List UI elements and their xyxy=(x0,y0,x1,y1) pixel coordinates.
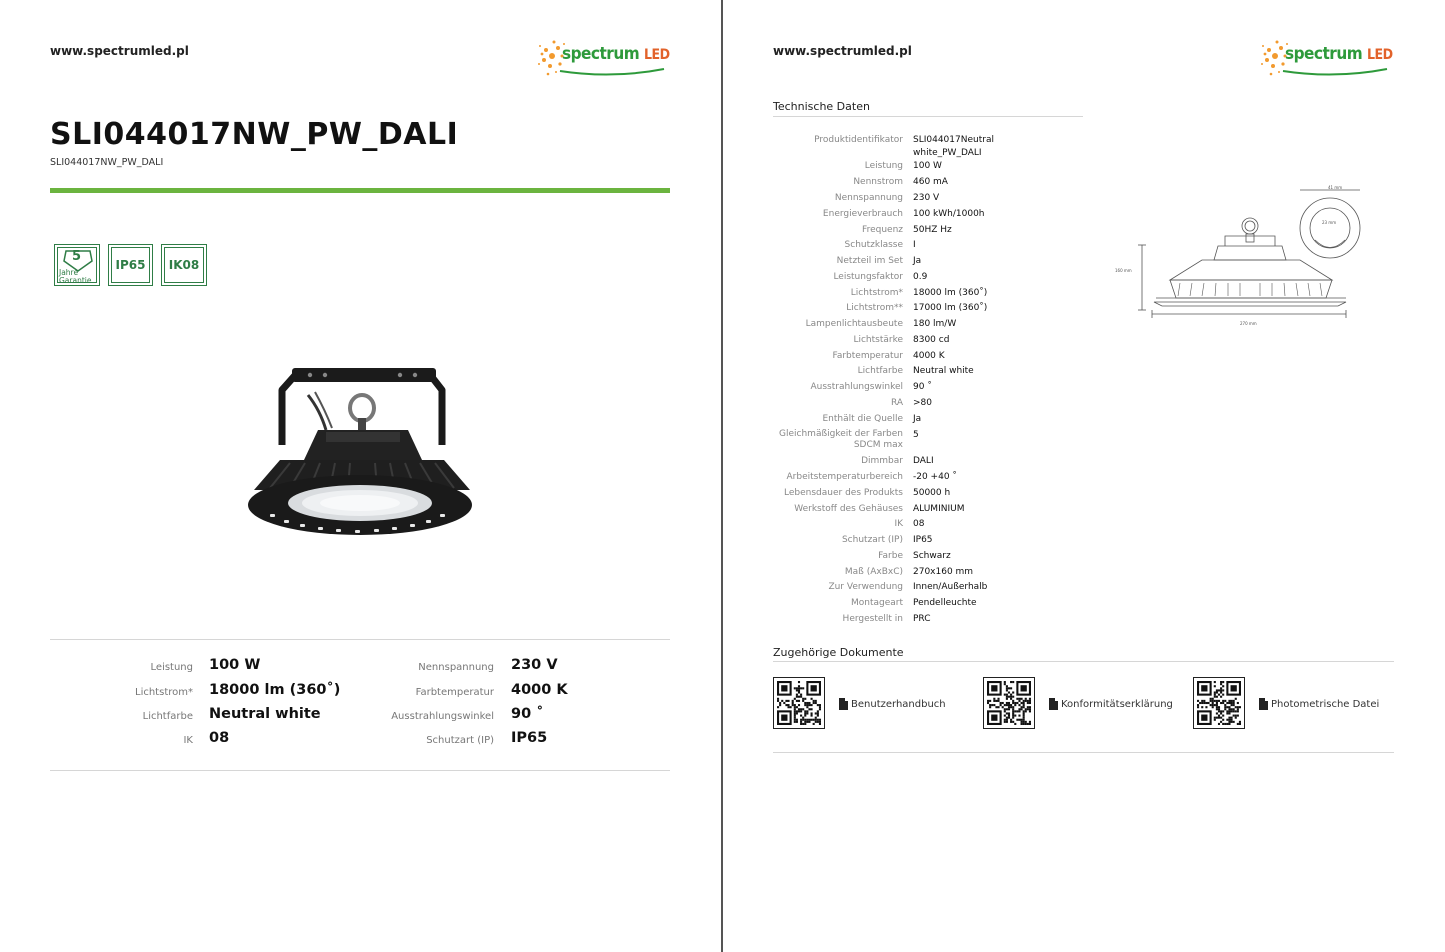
spec-value: 100 W xyxy=(913,161,942,171)
summary-label: Ausstrahlungswinkel xyxy=(391,711,494,722)
spec-label: Lichtstrom** xyxy=(846,303,903,313)
logo-brand: spectrum xyxy=(562,44,640,64)
logo-brand: spectrum xyxy=(1285,44,1363,64)
spec-value: Innen/Außerhalb xyxy=(913,582,988,592)
spec-label: Netzteil im Set xyxy=(836,256,903,266)
ik-badge-label: IK08 xyxy=(168,258,200,272)
doc-link-manual[interactable] xyxy=(839,698,946,710)
spec-value: -20 +40 ˚ xyxy=(913,472,957,482)
logo-wordmark xyxy=(1285,44,1393,64)
spec-value: 18000 lm (360˚) xyxy=(913,288,988,298)
product-image xyxy=(230,300,520,620)
spectrum-led-logo-right xyxy=(1259,30,1399,86)
qr-code-manual[interactable] xyxy=(773,677,825,729)
spec-value: 270x160 mm xyxy=(913,567,974,577)
spec-label: Lichtfarbe xyxy=(857,366,903,376)
website-url-right[interactable]: www.spectrumled.pl xyxy=(773,44,912,58)
spec-label: Schutzart (IP) xyxy=(841,535,903,545)
doc-link-photometric[interactable] xyxy=(1259,698,1379,710)
summary-label: Lichtfarbe xyxy=(142,711,193,722)
product-title: SLI044017NW_PW_DALI xyxy=(50,117,459,152)
spec-value: Pendelleuchte xyxy=(913,598,977,608)
tech-data-line xyxy=(773,116,1083,117)
spec-label: Dimmbar xyxy=(861,456,903,466)
spec-value: 460 mA xyxy=(913,177,948,187)
tech-data-title: Technische Daten xyxy=(773,100,870,113)
spec-label: Enthält die Quelle xyxy=(822,414,903,424)
spec-label: Lampenlichtausbeute xyxy=(805,319,903,329)
doc-label-text: Photometrische Datei xyxy=(1271,698,1380,710)
qr-code-photometric[interactable] xyxy=(1193,677,1245,729)
warranty-text-line-2: Garantie xyxy=(59,276,92,285)
summary-value: 18000 lm (360˚) xyxy=(209,682,341,698)
spec-label: IK xyxy=(894,519,903,529)
dim-ring-label: 23 mm xyxy=(1322,220,1337,225)
spec-label: Maß (AxBxC) xyxy=(844,567,903,577)
website-url[interactable]: www.spectrumled.pl xyxy=(50,44,189,58)
spec-value: Ja xyxy=(913,256,922,266)
documents-title: Zugehörige Dokumente xyxy=(773,646,904,659)
spec-value: 180 lm/W xyxy=(913,319,957,329)
spec-label: Produktidentifikator xyxy=(814,135,903,145)
spec-label: Lichtstrom* xyxy=(850,288,903,298)
spec-label: Ausstrahlungswinkel xyxy=(810,382,903,392)
spec-label: Montageart xyxy=(850,598,903,608)
ik-badge xyxy=(161,244,207,286)
warranty-badge xyxy=(54,244,100,286)
technical-drawing xyxy=(1110,180,1370,330)
summary-value: 230 V xyxy=(511,657,558,673)
spec-label: Farbtemperatur xyxy=(832,351,903,361)
spec-label: Nennspannung xyxy=(834,193,903,203)
dim-width-label: 270 mm xyxy=(1240,321,1257,326)
spec-value: ALUMINIUM xyxy=(913,504,965,514)
qr-code-icon xyxy=(984,678,1034,728)
spec-value: 230 V xyxy=(913,193,940,203)
warranty-text xyxy=(59,269,91,285)
summary-label: Farbtemperatur xyxy=(415,687,494,698)
warranty-number: 5 xyxy=(72,249,82,264)
spec-value: Neutral white xyxy=(913,366,974,376)
spec-value: 100 kWh/1000h xyxy=(913,209,985,219)
logo-swoosh-icon xyxy=(1281,67,1389,77)
summary-value: 100 W xyxy=(209,657,261,673)
spec-value: 50000 h xyxy=(913,488,951,498)
summary-value: IP65 xyxy=(511,730,548,746)
summary-value: Neutral white xyxy=(209,706,321,722)
spec-value: 17000 lm (360˚) xyxy=(913,303,988,313)
doc-label-text: Benutzerhandbuch xyxy=(851,698,946,710)
documents-top-line xyxy=(773,661,1394,662)
spec-value: 0.9 xyxy=(913,272,928,282)
doc-label-text: Konformitätserklärung xyxy=(1061,698,1173,710)
logo-wordmark xyxy=(562,44,670,64)
doc-link-conformity[interactable] xyxy=(1049,698,1173,710)
spec-label: Schutzklasse xyxy=(844,240,903,250)
pdf-file-icon xyxy=(1259,698,1268,710)
spec-value: Ja xyxy=(913,414,922,424)
spec-value: DALI xyxy=(913,456,934,466)
spec-label: Hergestellt in xyxy=(842,614,903,624)
summary-label: Lichtstrom* xyxy=(135,687,193,698)
summary-label: IK xyxy=(183,735,193,746)
logo-suffix: LED xyxy=(644,47,670,63)
dim-top-label: 41 mm xyxy=(1328,185,1343,190)
summary-value: 90 ˚ xyxy=(511,706,544,722)
spec-label: Leistungsfaktor xyxy=(833,272,903,282)
spectrum-led-logo xyxy=(536,30,676,86)
product-subtitle: SLI044017NW_PW_DALI xyxy=(50,157,164,168)
spec-value: I xyxy=(913,240,916,250)
spec-label: RA xyxy=(890,398,903,408)
spec-label: Leistung xyxy=(864,161,903,171)
documents-bottom-line xyxy=(773,752,1394,753)
spec-label: Nennstrom xyxy=(853,177,903,187)
dim-height-label: 160 mm xyxy=(1115,268,1132,273)
spec-value: 8300 cd xyxy=(913,335,950,345)
summary-value: 08 xyxy=(209,730,230,746)
spec-value: SLI044017Neutral white_PW_DALI xyxy=(913,135,994,158)
spec-value: 08 xyxy=(913,519,925,529)
pdf-file-icon xyxy=(1049,698,1058,710)
qr-code-icon xyxy=(774,678,824,728)
summary-label: Leistung xyxy=(150,662,193,673)
summary-label: Nennspannung xyxy=(418,662,494,673)
pdf-file-icon xyxy=(839,698,848,710)
spec-value: >80 xyxy=(913,398,932,408)
qr-code-conformity[interactable] xyxy=(983,677,1035,729)
spec-value: 50HZ Hz xyxy=(913,225,952,235)
spec-label: Gleichmäßigkeit der Farben SDCM max xyxy=(779,429,903,450)
summary-bottom-line xyxy=(50,770,670,771)
spec-value: Schwarz xyxy=(913,551,951,561)
spec-value: PRC xyxy=(913,614,931,624)
spec-label: Lebensdauer des Produkts xyxy=(784,488,903,498)
warranty-text-line-1: Jahre xyxy=(59,268,79,277)
spec-value: IP65 xyxy=(913,535,933,545)
summary-top-line xyxy=(50,639,670,640)
green-accent-bar xyxy=(50,188,670,193)
qr-code-icon xyxy=(1194,678,1244,728)
spec-label: Werkstoff des Gehäuses xyxy=(794,504,903,514)
spec-label: Arbeitstemperaturbereich xyxy=(786,472,903,482)
ip-badge xyxy=(108,244,153,286)
spec-label: Frequenz xyxy=(862,225,903,235)
ip-badge-label: IP65 xyxy=(115,258,146,272)
spec-value: 4000 K xyxy=(913,351,945,361)
spec-label: Energieverbrauch xyxy=(822,209,903,219)
logo-swoosh-icon xyxy=(558,67,666,77)
spec-label: Farbe xyxy=(878,551,903,561)
spec-value: 90 ˚ xyxy=(913,382,932,392)
summary-label: Schutzart (IP) xyxy=(426,735,494,746)
summary-value: 4000 K xyxy=(511,682,568,698)
spec-label: Lichtstärke xyxy=(853,335,903,345)
spec-value: 5 xyxy=(913,430,919,440)
spec-label: Zur Verwendung xyxy=(828,582,903,592)
logo-suffix: LED xyxy=(1367,47,1393,63)
